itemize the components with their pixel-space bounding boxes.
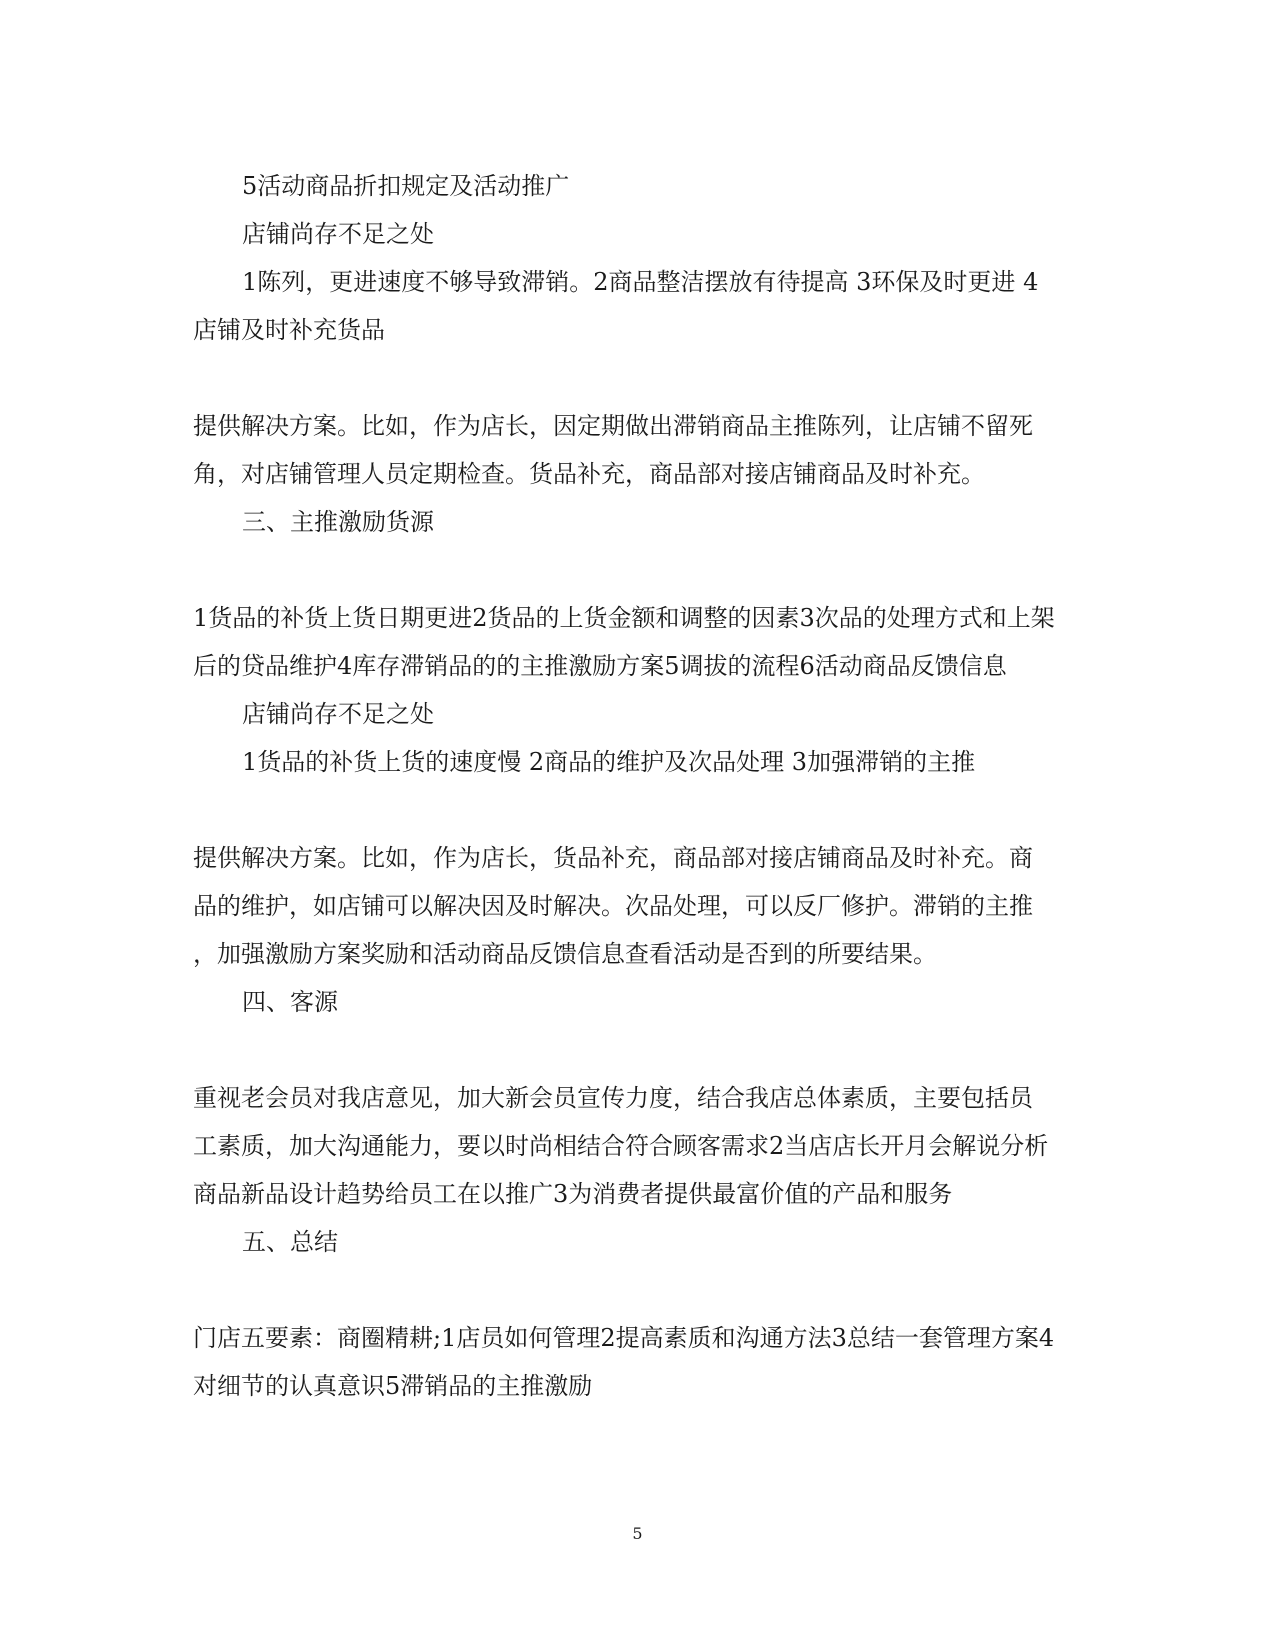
paragraph-line: 后的贷品维护4库存滞销品的的主推激励方案5调拔的流程6活动商品反馈信息 [193, 652, 1007, 680]
subheading: 店铺尚存不足之处 [242, 700, 434, 728]
paragraph-line: 对细节的认真意识5滞销品的主推激励 [193, 1372, 593, 1400]
paragraph-line: 提供解决方案。比如，作为店长，因定期做出滞销商品主推陈列，让店铺不留死 [193, 412, 1033, 440]
paragraph-gap [193, 546, 1073, 594]
section-heading: 四、客源 [242, 988, 338, 1016]
paragraph-line: ，加强激励方案奖励和活动商品反馈信息查看活动是否到的所要结果。 [193, 940, 937, 968]
paragraph-line: 1货品的补货上货的速度慢 2商品的维护及次品处理 3加强滞销的主推 [242, 748, 976, 776]
page-number: 5 [632, 1524, 643, 1543]
paragraph-line: 门店五要素：商圈精耕;1店员如何管理2提高素质和沟通方法3总结一套管理方案4 [193, 1324, 1055, 1352]
paragraph-line: 提供解决方案。比如，作为店长，货品补充，商品部对接店铺商品及时补充。商 [193, 844, 1033, 872]
section-heading: 三、主推激励货源 [242, 508, 434, 536]
paragraph-gap [193, 1026, 1073, 1074]
paragraph-line: 店铺及时补充货品 [193, 316, 385, 344]
paragraph-line: 工素质，加大沟通能力，要以时尚相结合符合顾客需求2当店店长开月会解说分析 [193, 1132, 1049, 1160]
paragraph-gap [193, 786, 1073, 834]
paragraph-line: 1货品的补货上货日期更进2货品的上货金额和调整的因素3次品的处理方式和上架 [193, 604, 1055, 632]
document-body [193, 162, 1073, 1410]
paragraph-line: 1陈列，更进速度不够导致滞销。2商品整洁摆放有待提高 3环保及时更进 4 [242, 268, 1039, 296]
paragraph-gap [193, 354, 1073, 402]
paragraph-line: 品的维护，如店铺可以解决因及时解决。次品处理，可以反厂修护。滞销的主推 [193, 892, 1033, 920]
paragraph-line: 重视老会员对我店意见，加大新会员宣传力度，结合我店总体素质，主要包括员 [193, 1084, 1033, 1112]
section-heading: 五、总结 [242, 1228, 338, 1256]
list-item: 5活动商品折扣规定及活动推广 [242, 172, 570, 200]
paragraph-gap [193, 1266, 1073, 1314]
subheading: 店铺尚存不足之处 [242, 220, 434, 248]
paragraph-line: 商品新品设计趋势给员工在以推广3为消费者提供最富价值的产品和服务 [193, 1180, 953, 1208]
paragraph-line: 角，对店铺管理人员定期检查。货品补充，商品部对接店铺商品及时补充。 [193, 460, 985, 488]
